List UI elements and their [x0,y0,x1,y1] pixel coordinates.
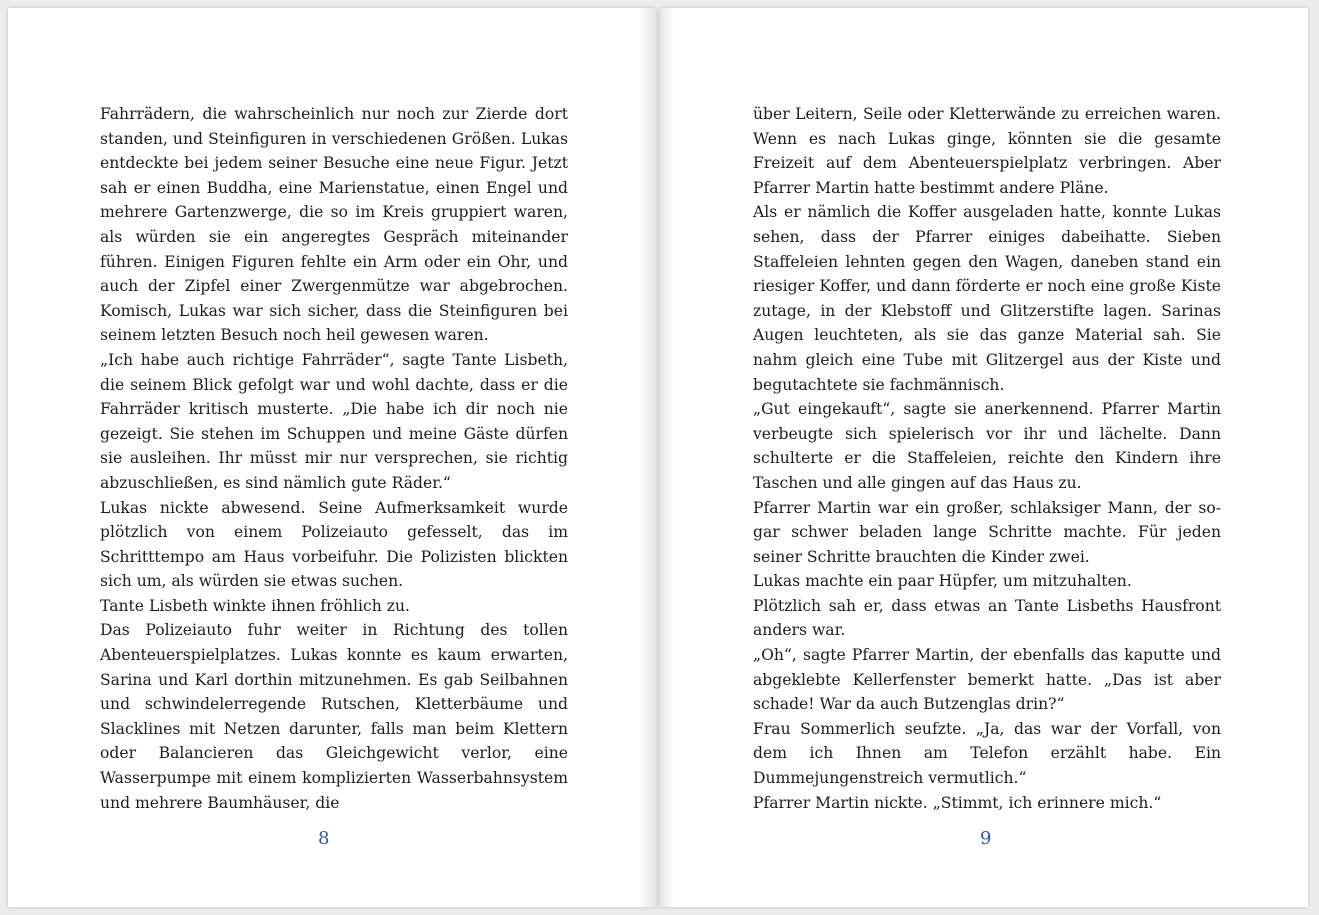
paragraph: Lukas machte ein paar Hüpfer, um mitzuhalten. [753,572,1132,591]
book-spread [8,8,1308,907]
paragraph: über Leitern, Seile oder Kletterwände zu erreichen waren. Wenn es nach Lukas ginge, könnten sie die gesamte Freizeit auf dem Abenteuerspielplatz verbringen. Aber Pfarrer Martin hatte bestimmt andere Pläne. [753,105,1221,197]
paragraph: Tante Lisbeth winkte ihnen fröhlich zu. [100,596,410,615]
paragraph: Plötzlich sah er, dass etwas an Tante Lisbeths Hausfront anders war. [753,596,1221,640]
paragraph: Das Polizeiauto fuhr weiter in Richtung des tollen Abenteuerspielplatzes. Lukas konnte es kaum erwarten, Sarina und Karl dorthin mitzunehmen. Es gab Seilbahnen und schwindelerregende Rutschen, Kletterbäume und Slacklines mit Netzen darunter, falls man beim Klettern oder Balancieren das Gleichgewicht verlor, eine Wasserpumpe mit einem komplizierten Wasserbahnsystem und mehrere Baumhäuser, die [100,621,568,812]
paragraph: Als er nämlich die Koffer ausgeladen hatte, konnte Lukas sehen, dass der Pfarrer einiges dabeihatte. Sieben Staffeleien lehnten gegen den Wagen, daneben stand ein riesiger Koffer, und dann förderte er noch eine große Kiste zutage, in der Klebstoff und Glitzerstifte lagen. Sarinas Augen leuchteten, als sie das ganze Material sah. Sie nahm gleich eine Tube mit Glitzergel aus der Kiste und begutachtete sie fachmännisch. [753,203,1221,394]
page-number: 9 [980,828,992,849]
page-number: 8 [318,828,330,849]
paragraph: Lukas nickte abwesend. Seine Aufmerksamkeit wurde plötzlich von einem Polizeiauto gefesselt, das im Schritttempo am Haus vorbeifuhr. Die Polizisten blickten sich um, als würden sie etwas suchen. [100,498,568,591]
right-page [660,8,1308,907]
paragraph: Frau Sommerlich seufzte. „Ja, das war der Vorfall, von dem ich Ihnen am Telefon erzählt habe. Ein Dummejungenstreich vermutlich.“ [753,719,1221,788]
left-page [8,8,656,907]
paragraph: „Ich habe auch richtige Fahrräder“, sagte Tante Lisbeth, die seinem Blick gefolgt war und wohl dachte, dass er die Fahrräder kritisch musterte. „Die habe ich dir noch nie gezeigt. Sie stehen im Schuppen und meine Gäste dürfen sie ausleihen. Ihr müsst mir nur versprechen, sie richtig abzuschließen, es sind nämlich gute Räder.“ [100,350,568,492]
paragraph: „Oh“, sagte Pfarrer Martin, der ebenfalls das kaputte und abgeklebte Kellerfenster bemerkt hatte. „Das ist aber schade! War da auch Butzenglas drin?“ [753,646,1221,714]
paragraph: Pfarrer Martin war ein großer, schlaksiger Mann, der sogar schwer beladen lange Schritte machte. Für jeden seiner Schritte brauchten die Kinder zwei. [753,498,1221,566]
paragraph: Fahrrädern, die wahrscheinlich nur noch zur Zierde dort standen, und Steinfiguren in verschiedenen Größen. Lukas entdeckte bei jedem seiner Besuche eine neue Figur. Jetzt sah er einen Buddha, eine Marienstatue, einen Engel und mehrere Gartenzwerge, die so im Kreis gruppiert waren, als würden sie ein angeregtes Gespräch miteinander führen. Einigen Figuren fehlte ein Arm oder ein Ohr, und auch der Zipfel einer Zwergenmütze war abgebrochen. Komisch, Lukas war sich sicher, dass die Steinfiguren bei seinem letzten Besuch noch heil gewesen waren. [100,105,568,345]
paragraph: „Gut eingekauft“, sagte sie anerkennend. Pfarrer Martin verbeugte sich spielerisch vor ihr und lächelte. Dann schulterte er die Staffeleien, reichte den Kindern ihre Taschen und alle gingen auf das Haus zu. [753,400,1221,492]
paragraph: Pfarrer Martin nickte. „Stimmt, ich erinnere mich.“ [753,793,1162,812]
right-page-text [753,102,1221,815]
left-page-text [100,102,568,815]
